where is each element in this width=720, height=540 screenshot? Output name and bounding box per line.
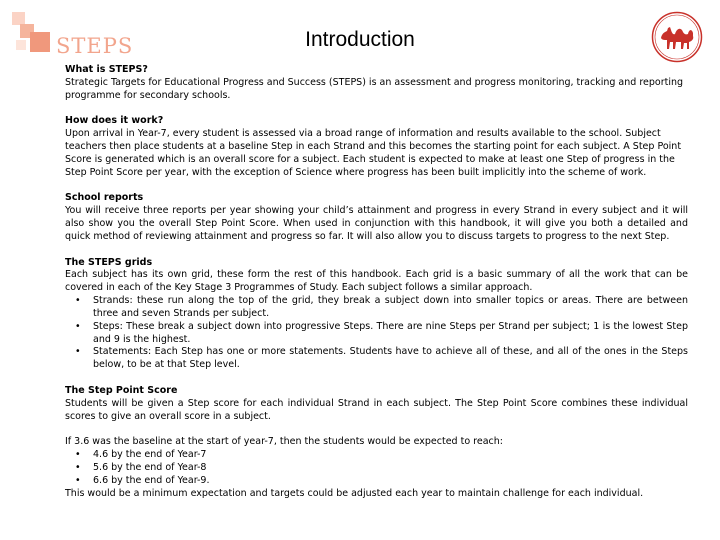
section-school-reports — [65, 192, 688, 243]
example-intro: If 3.6 was the baseline at the start of year-7, then the students would be expected to reach: — [65, 436, 503, 448]
list-item: • 4.6 by the end of Year-7 — [65, 449, 688, 462]
example-bullet-list — [65, 449, 688, 488]
section-example — [65, 436, 688, 500]
section-heading: The Step Point Score — [65, 384, 178, 396]
grids-bullet-list — [65, 295, 688, 372]
section-step-point-score — [65, 385, 688, 424]
section-heading: The STEPS grids — [65, 256, 153, 268]
list-item: • Steps: These break a subject down into progressive Steps. There are nine Steps per Strand per subject; 1 is the lowest Step and 9 is the highest. — [65, 321, 688, 347]
list-item: • 6.6 by the end of Year-9. — [65, 475, 688, 488]
section-heading: How does it work? — [65, 115, 164, 127]
section-what-is-steps — [65, 64, 688, 103]
section-body: Students will be given a Step score for each individual Strand in each subject. The Step Point Score combines these individual scores to give an overall score in a subject. — [65, 397, 688, 422]
logo-text: STEPS — [56, 34, 134, 58]
section-body: You will receive three reports per year showing your child’s attainment and progress in every Strand in every subject and it will also show you the overall Step Point Score. When used in conjunction with this handbook, it will give you both a detailed and quick method of reviewing attainment and progress so far. It will also allow you to discuss targets to progress to the next Step. — [65, 205, 688, 242]
section-heading: What is STEPS? — [65, 64, 148, 75]
section-body: Each subject has its own grid, these form the rest of this handbook. Each grid is a basic summary of all the work that can be covered in each of the Key Stage 3 Programmes of Study. Each subject follows a similar approach. — [65, 269, 688, 294]
content — [65, 64, 688, 513]
section-how-it-works — [65, 115, 688, 179]
section-steps-grids — [65, 257, 688, 373]
page-title: Introduction — [305, 28, 415, 51]
list-item: • Statements: Each Step has one or more statements. Students have to achieve all of these, and all of the ones in the Steps below, to be at that Step level. — [65, 346, 688, 372]
camel-emblem-icon — [651, 11, 703, 63]
section-body: Strategic Targets for Educational Progress and Success (STEPS) is an assessment and progress monitoring, tracking and reporting programme for secondary schools. — [65, 76, 684, 101]
section-body: Upon arrival in Year-7, every student is assessed via a broad range of information and results available to the school. Subject teachers then place students at a baseline Step in each Strand and this becomes the starting point for each subject. A Step Point Score is generated which is an overall score for a subject. Each student is expected to make at least one Step of progress in the Step Point Score per year, with the exception of Science where progress has been built implicitly into the scheme of work. — [65, 128, 682, 178]
list-item: • Strands: these run along the top of the grid, they break a subject down into smaller topics or areas. There are between three and seven Strands per subject. — [65, 295, 688, 321]
example-outro: This would be a minimum expectation and targets could be adjusted each year to maintain challenge for each individual. — [65, 487, 644, 499]
list-item: • 5.6 by the end of Year-8 — [65, 462, 688, 475]
section-heading: School reports — [65, 192, 144, 204]
